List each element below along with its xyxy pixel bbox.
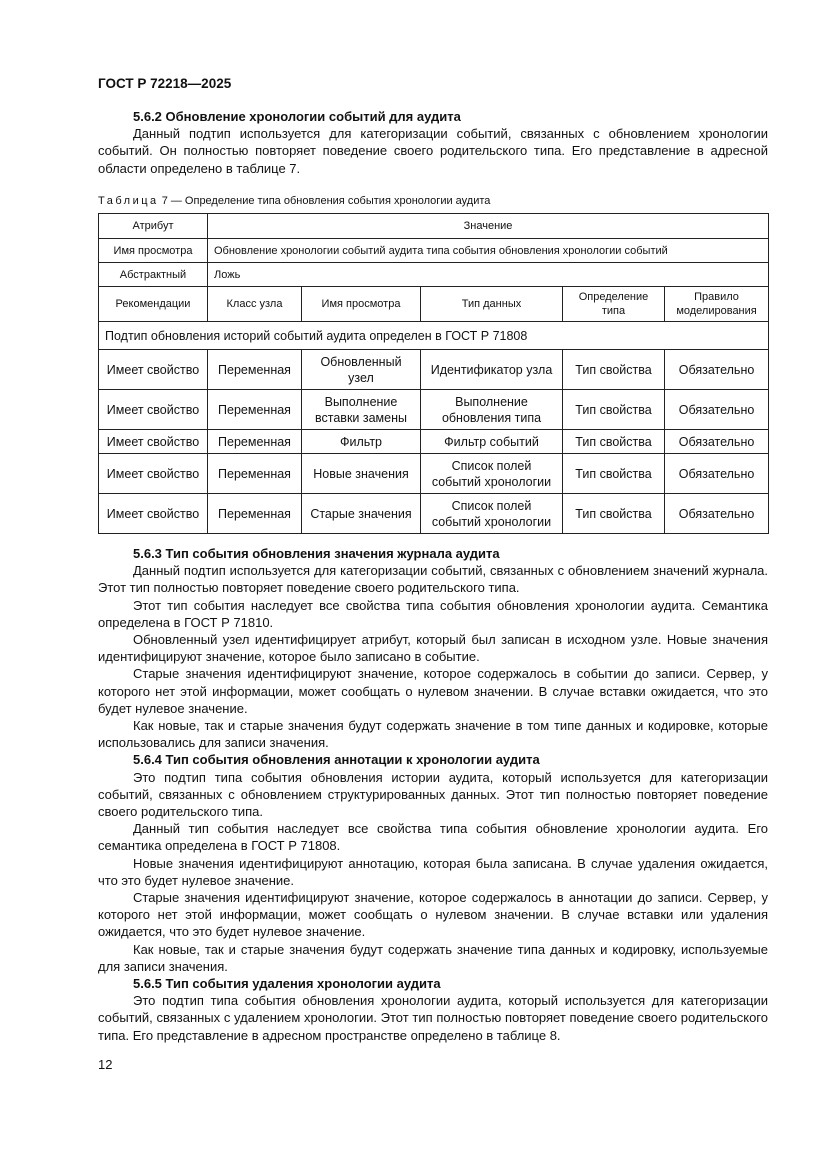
paragraph: Старые значения идентифицируют значение, которое содержалось в событии до записи. Сервер, у которого нет этой информации, может сообщать о нулевом значении. В случае вставки ожидается, что это будет нулевое значение. xyxy=(98,666,768,716)
table-cell: Список полей событий хронологии xyxy=(421,454,563,494)
table-cell: Переменная xyxy=(208,454,302,494)
section-5-6-2 xyxy=(98,108,768,177)
column-header: Класс узла xyxy=(208,287,302,322)
paragraph: Как новые, так и старые значения будут содержать значение типа данных и кодировку, используемые для записи значения. xyxy=(98,941,768,974)
sections-5-6-3-to-5-6-5 xyxy=(98,545,768,1044)
paragraph: Это подтип типа события обновления истории аудита, который используется для категоризации событий, связанных с обновлением структурированных данных. Этот тип полностью повторяет поведение своего родительского типа. xyxy=(98,769,768,820)
table-header-row xyxy=(99,214,769,239)
table-cell: Фильтр xyxy=(302,430,421,454)
table-cell: Имеет свойство xyxy=(99,454,208,494)
table-cell: Имеет свойство xyxy=(99,390,208,430)
table-cell: Фильтр событий xyxy=(421,430,563,454)
column-header-row xyxy=(99,287,769,322)
table-cell: Новые значения xyxy=(302,454,421,494)
column-header: Имя просмотра xyxy=(302,287,421,322)
table-row xyxy=(99,454,769,494)
paragraph: Обновленный узел идентифицирует атрибут, который был записан в исходном узле. Новые значения идентифицируют значение, которое было записано в событие. xyxy=(98,632,768,665)
standard-code: ГОСТ Р 72218—2025 xyxy=(98,76,232,91)
paragraph: Этот тип события наследует все свойства типа события обновления хронологии аудита. Семантика определена в ГОСТ Р 71810. xyxy=(98,597,768,630)
table-cell: Выполнение обновления типа xyxy=(421,390,563,430)
browse-name-label: Имя просмотра xyxy=(99,239,208,263)
table-row xyxy=(99,494,769,534)
table-cell: Тип свойства xyxy=(563,390,665,430)
section-heading: 5.6.4 Тип события обновления аннотации к хронологии аудита xyxy=(133,752,540,768)
table-caption xyxy=(98,194,490,208)
table-cell: Имеет свойство xyxy=(99,350,208,390)
table-cell: Имеет свойство xyxy=(99,494,208,534)
abstract-value: Ложь xyxy=(208,263,769,287)
table-cell: Старые значения xyxy=(302,494,421,534)
column-header: Определение типа xyxy=(563,287,665,322)
paragraph: Это подтип типа события обновления хронологии аудита, который используется для категоризации событий, связанных с удалением хронологии. Этот тип полностью повторяет поведение своего родительского типа. Его представление в адресном пространстве определено в таблице 8. xyxy=(98,993,768,1043)
table-cell: Идентификатор узла xyxy=(421,350,563,390)
table-cell: Переменная xyxy=(208,390,302,430)
subtype-note: Подтип обновления историй событий аудита определен в ГОСТ Р 71808 xyxy=(99,322,769,350)
table-cell: Обязательно xyxy=(665,494,769,534)
browse-name-row xyxy=(99,239,769,263)
table-cell: Выполнение вставки замены xyxy=(302,390,421,430)
table-7 xyxy=(98,213,769,534)
table-cell: Обязательно xyxy=(665,350,769,390)
table-caption-prefix: Таблица xyxy=(98,195,159,207)
table-cell: Тип свойства xyxy=(563,454,665,494)
table-cell: Переменная xyxy=(208,494,302,534)
column-header: Рекомендации xyxy=(99,287,208,322)
column-header: Тип данных xyxy=(421,287,563,322)
table-caption-title: 7 — Определение типа обновления события хронологии аудита xyxy=(158,195,491,207)
table-cell: Список полей событий хронологии xyxy=(421,494,563,534)
paragraph: Новые значения идентифицируют аннотацию, которая была записана. В случае удаления ожидается, что это будет нулевое значение. xyxy=(98,855,768,888)
paragraph: Как новые, так и старые значения будут содержать значение в том типе данных и кодировке, которые использовались для записи значения. xyxy=(98,718,768,751)
value-header: Значение xyxy=(208,214,769,239)
table-cell: Тип свойства xyxy=(563,430,665,454)
browse-name-value: Обновление хронологии событий аудита типа события обновления хронологии событий xyxy=(208,239,769,263)
table-row xyxy=(99,430,769,454)
subtype-note-row xyxy=(99,322,769,350)
table-row xyxy=(99,390,769,430)
abstract-label: Абстрактный xyxy=(99,263,208,287)
table-cell: Имеет свойство xyxy=(99,430,208,454)
table-cell: Обновленный узел xyxy=(302,350,421,390)
column-header: Правило моделирования xyxy=(665,287,769,322)
page-number: 12 xyxy=(98,1057,113,1072)
paragraph: Данный подтип используется для категоризации событий, связанных с обновлением хронологии событий. Он полностью повторяет поведение своего родительского типа. Его представление в адресной области определено в таблице 7. xyxy=(98,126,768,176)
abstract-row xyxy=(99,263,769,287)
attribute-header: Атрибут xyxy=(99,214,208,239)
table-cell: Тип свойства xyxy=(563,350,665,390)
paragraph: Данный тип события наследует все свойства типа события обновление хронологии аудита. Его семантика определена в ГОСТ Р 71808. xyxy=(98,821,768,854)
section-heading: 5.6.2 Обновление хронологии событий для аудита xyxy=(133,109,461,124)
table-cell: Переменная xyxy=(208,350,302,390)
section-heading: 5.6.5 Тип события удаления хронологии аудита xyxy=(133,976,441,992)
table-cell: Тип свойства xyxy=(563,494,665,534)
table-cell: Обязательно xyxy=(665,454,769,494)
paragraph: Старые значения идентифицируют значение, которое содержалось в аннотации до записи. Сервер, у которого нет этой информации, может сообщать о нулевом значении. В случае вставки или удаления ожидается, что это будет нулевое значение. xyxy=(98,890,768,940)
paragraph: Данный подтип используется для категоризации событий, связанных с обновлением значений журнала. Этот тип полностью повторяет поведение своего родительского типа. xyxy=(98,563,768,596)
table-cell: Обязательно xyxy=(665,390,769,430)
table-cell: Обязательно xyxy=(665,430,769,454)
section-heading: 5.6.3 Тип события обновления значения журнала аудита xyxy=(133,546,500,561)
table-cell: Переменная xyxy=(208,430,302,454)
table-row xyxy=(99,350,769,390)
